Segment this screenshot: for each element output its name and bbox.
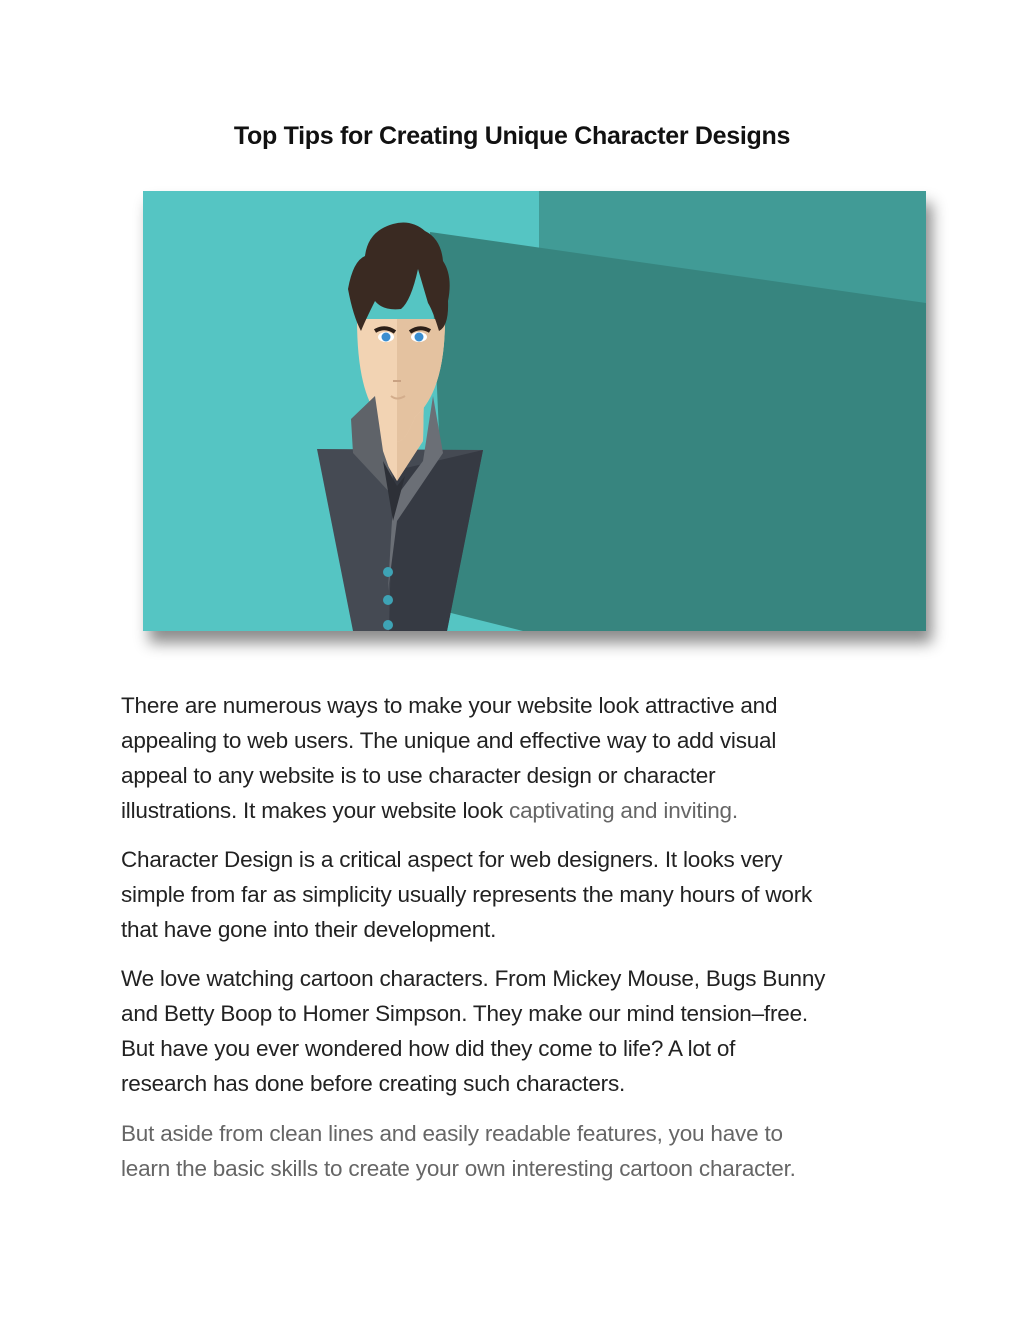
page-title: Top Tips for Creating Unique Character Designs (233, 122, 791, 150)
text-line: research has done before creating such characters. (121, 1071, 626, 1096)
text-line: that have gone into their development. (121, 917, 497, 942)
text-line (121, 793, 777, 828)
text-segment-highlight: captivating and inviting. (509, 798, 738, 823)
text-line: But have you ever wondered how did they come to life? A lot of (121, 1036, 736, 1061)
text-line: appeal to any website is to use character design or character (121, 763, 716, 788)
text-line: and Betty Boop to Homer Simpson. They make our mind tension–free. (121, 1001, 808, 1026)
text-line: Character Design is a critical aspect for web designers. It looks very (121, 847, 783, 872)
text-line: appealing to web users. The unique and effective way to add visual (121, 728, 777, 753)
character-illustration (143, 191, 926, 631)
text-line: learn the basic skills to create your own interesting cartoon character. (121, 1156, 796, 1181)
paragraph-cartoon-characters (121, 961, 825, 1101)
paragraph-character-design (121, 842, 812, 947)
text-line: But aside from clean lines and easily readable features, you have to (121, 1121, 783, 1146)
paragraph-intro (121, 688, 777, 828)
text-line: There are numerous ways to make your website look attractive and (121, 693, 778, 718)
paragraph-basic-skills (121, 1116, 796, 1186)
text-line: simple from far as simplicity usually represents the many hours of work (121, 882, 813, 907)
text-line: We love watching cartoon characters. From Mickey Mouse, Bugs Bunny (121, 966, 826, 991)
text-segment: illustrations. It makes your website look (121, 798, 510, 823)
